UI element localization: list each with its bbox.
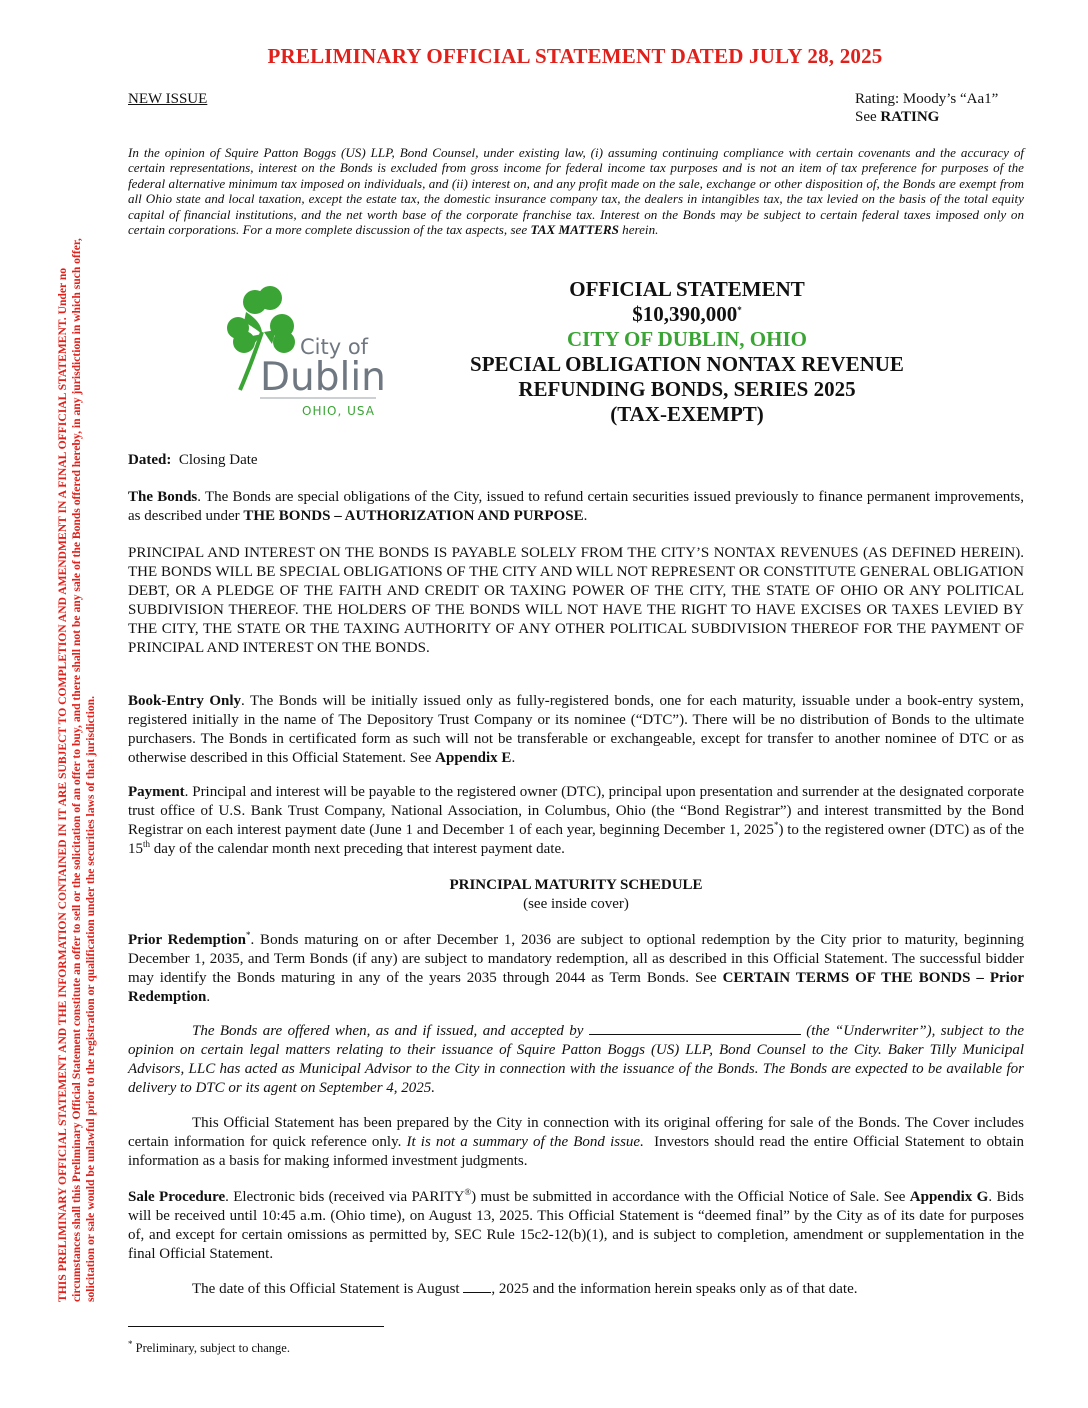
opinion-text: In the opinion of Squire Patton Boggs (US) LLP, Bond Counsel, under existing law, (i) assuming continuing compliance with certain covenants and the accuracy of certain representations, interest on the Bonds is excluded from gross income for federal income tax purposes and is not an item of tax preference for purposes of the federal alternative minimum tax imposed on individuals, and (ii) interest on, and any profit made on the sale, exchange or other disposition of, the Bonds are exempt from all Ohio state and local taxation, except the estate tax, the domestic insurance company tax, the dealers in intangibles tax, the tax levied on the basis of the total equity capital of financial institutions, and the net worth base of the corporate franchise tax. Interest on the Bonds may be subject to certain federal taxes imposed only on certain corporations. For a more complete discussion of the tax aspects, see	[128, 145, 1024, 238]
statement-date-text: The date of this Official Statement is August	[192, 1281, 464, 1297]
logo-city-of: City of	[300, 335, 369, 359]
title-line-4: SPECIAL OBLIGATION NONTAX REVENUE	[470, 352, 904, 376]
see-text: See	[855, 109, 881, 125]
sale-text-2: ) must be submitted in accordance with the Official Notice of Sale. See	[471, 1189, 910, 1205]
bonds-reference: THE BONDS – AUTHORIZATION AND PURPOSE	[243, 508, 584, 524]
bonds-tail: .	[583, 508, 588, 524]
sale-tail: . Bids will be received until 10:45 a.m. (Ohio time), on August 13, 2025. This Official Statement is “deemed final” by the City as of its date for purposes of, and except for certain omissions as permitted by, SEC Rule 15c2-12(b)(1), and is subject to completion, amendment or supplementation in the final Official Statement.	[128, 1189, 1024, 1262]
bonds-paragraph	[128, 488, 1024, 526]
city-of-dublin-logo	[222, 282, 392, 422]
preparation-paragraph	[128, 1114, 1028, 1171]
preliminary-banner: PRELIMINARY OFFICIAL STATEMENT DATED JULY 28, 2025	[267, 44, 883, 68]
book-entry-tail: .	[511, 750, 516, 766]
footnote-divider	[128, 1326, 384, 1327]
side-legal-notice	[56, 72, 98, 1302]
registered-mark: ®	[464, 1187, 472, 1197]
side-notice-line: circumstances shall this Preliminary Official Statement constitute an offer to sell or the solicitation of an offer to buy, and there shall not be any sale of the Bonds offered hereby, in any jurisdiction in which such offer,	[70, 238, 83, 1302]
amount-text: $10,390,000	[632, 302, 738, 326]
book-entry-label: Book-Entry Only	[128, 693, 242, 709]
underwriter-blank	[589, 1022, 801, 1035]
appendix-g-reference: Appendix G	[909, 1189, 989, 1205]
rating-block	[855, 90, 998, 126]
offering-text: The Bonds are offered when, as and if issued, and accepted by	[192, 1023, 589, 1039]
appendix-e-reference: Appendix E	[435, 750, 512, 766]
title-official-statement: OFFICIAL STATEMENT	[569, 277, 805, 301]
title-amount	[440, 302, 934, 327]
rating-text: Rating: Moody’s “Aa1”	[855, 91, 999, 107]
rating-see	[855, 108, 998, 126]
bonds-label: The Bonds	[128, 489, 198, 505]
bonds-text: . The Bonds are special obligations of the City, issued to refund certain securities issued previously to finance permanent improvements, as described under	[128, 489, 1024, 524]
prior-redemption-tail: .	[206, 989, 211, 1005]
tax-matters-reference: TAX MATTERS	[530, 222, 619, 238]
logo-region: OHIO, USA	[302, 404, 375, 418]
payment-footnote-mark: *	[773, 820, 779, 830]
redemption-footnote-mark: *	[246, 930, 251, 940]
side-notice-line: solicitation or sale would be unlawful prior to the registration or qualification under the securities laws of that jurisdiction.	[84, 696, 97, 1302]
schedule-subheading: (see inside cover)	[523, 896, 629, 912]
preparation-italic: It is not a summary of the Bond issue.	[406, 1134, 644, 1150]
payment-label: Payment	[128, 784, 185, 800]
ordinal-suffix: th	[143, 839, 151, 849]
offering-paragraph	[128, 1022, 1024, 1098]
payment-text-2: ) to the registered owner (DTC) as of the 15	[128, 822, 1024, 857]
prior-redemption-paragraph	[128, 931, 1024, 1007]
preparation-text: This Official Statement has been prepared by the City in connection with its original offering for sale of the Bonds. The Cover includes certain information for quick reference only.	[128, 1115, 1024, 1150]
title-line-6: (TAX-EXEMPT)	[610, 402, 764, 426]
date-blank	[463, 1280, 491, 1293]
footnote-mark: *	[128, 1338, 133, 1349]
sale-procedure-paragraph	[128, 1188, 1024, 1264]
payment-text: . Principal and interest will be payable to the registered owner (DTC), principal upon presentation and surrender at the designated corporate trust office of U.S. Bank Trust Company, National Association, in Columbus, Ohio (the “Bond Registrar”) and interest transmitted by the Bond Registrar on each interest payment date (June 1 and December 1 of each year, beginning December 1, 2025	[128, 784, 1024, 838]
logo-dublin: Dublin	[260, 355, 386, 400]
prior-redemption-text: . Bonds maturing on or after December 1, 2036 are subject to optional redemption by the City prior to maturity, beginning December 1, 2035, and Term Bonds (if any) are subject to mandatory redemption, all as described in this Official Statement. The successful bidder may identify the Bonds maturing in any of the years 2035 through 2044 as Term Bonds. See	[128, 932, 1024, 986]
dated-label: Dated:	[128, 452, 172, 468]
side-notice-line: THIS PRELIMINARY OFFICIAL STATEMENT AND THE INFORMATION CONTAINED IN IT ARE SUBJECT TO COMPLETION AND AMENDMENT IN A FINAL OFFICIAL STATEMENT. Under no	[56, 267, 69, 1302]
payment-text-3: day of the calendar month next preceding that interest payment date.	[150, 841, 565, 857]
prior-redemption-label: Prior Redemption	[128, 932, 247, 948]
bond-counsel-opinion	[128, 145, 1024, 237]
book-entry-paragraph	[128, 692, 1024, 768]
title-block	[440, 277, 934, 427]
sale-text: . Electronic bids (received via PARITY	[225, 1189, 465, 1205]
opinion-tail: herein.	[618, 222, 659, 238]
footnote	[128, 1338, 290, 1356]
preparation-tail: Investors should read the entire Official Statement to obtain information as a basis for making informed investment judgments.	[128, 1134, 1028, 1169]
prior-redemption-reference: CERTAIN TERMS OF THE BONDS – Prior Redemption	[128, 970, 1024, 1005]
book-entry-text: . The Bonds will be initially issued only as fully-registered bonds, one for each maturity, issuable under a book-entry system, registered initially in the name of The Depository Trust Company or its nominee (“DTC”). There will be no distribution of Bonds to the ultimate purchasers. The Bonds in certificated form as such will not be transferable or exchangeable, except for transfer to another nominee of DTC or as otherwise described in this Official Statement. See	[128, 693, 1024, 766]
statement-date-text-2: , 2025 and the information herein speaks only as of that date.	[491, 1281, 858, 1297]
dated-value: Closing Date	[171, 452, 258, 468]
footnote-text: Preliminary, subject to change.	[132, 1341, 290, 1355]
amount-footnote-mark: *	[737, 305, 742, 315]
rating-reference: RATING	[880, 109, 940, 125]
new-issue-label: NEW ISSUE	[128, 91, 208, 107]
statement-date-line	[128, 1280, 1024, 1299]
maturity-schedule-heading	[128, 876, 1024, 914]
payment-paragraph	[128, 783, 1024, 859]
schedule-heading: PRINCIPAL MATURITY SCHEDULE	[449, 877, 703, 893]
offering-text-2: (the “Underwriter”), subject to the opinion on certain legal matters relating to their issuance of Squire Patton Boggs (US) LLP, Bond Counsel to the City. Baker Tilly Municipal Advisors, LLC has acted as Municipal Advisor to the City in connection with the issuance of the Bonds. The Bonds are expected to be available for delivery to DTC or its agent on September 4, 2025.	[128, 1023, 1024, 1096]
dated-line	[128, 451, 1024, 470]
title-issuer: CITY OF DUBLIN, OHIO	[567, 327, 807, 351]
sale-procedure-label: Sale Procedure	[128, 1189, 226, 1205]
security-disclaimer-paragraph: PRINCIPAL AND INTEREST ON THE BONDS IS PAYABLE SOLELY FROM THE CITY’S NONTAX REVENUES (AS DEFINED HEREIN). THE BONDS WILL BE SPECIAL OBLIGATIONS OF THE CITY AND WILL NOT REPRESENT OR CONSTITUTE GENERAL OBLIGATION DEBT, OR A PLEDGE OF THE FAITH AND CREDIT OR TAXING POWER OF THE CITY, THE STATE OF OHIO OR ANY POLITICAL SUBDIVISION THEREOF. THE HOLDERS OF THE BONDS WILL NOT HAVE THE RIGHT TO HAVE EXCISES OR TAXES LEVIED BY THE CITY, THE STATE OR THE TAXING AUTHORITY OF ANY OTHER POLITICAL SUBDIVISION THEREOF FOR THE PAYMENT OF PRINCIPAL AND INTEREST ON THE BONDS.	[128, 545, 1024, 656]
title-line-5: REFUNDING BONDS, SERIES 2025	[518, 377, 856, 401]
